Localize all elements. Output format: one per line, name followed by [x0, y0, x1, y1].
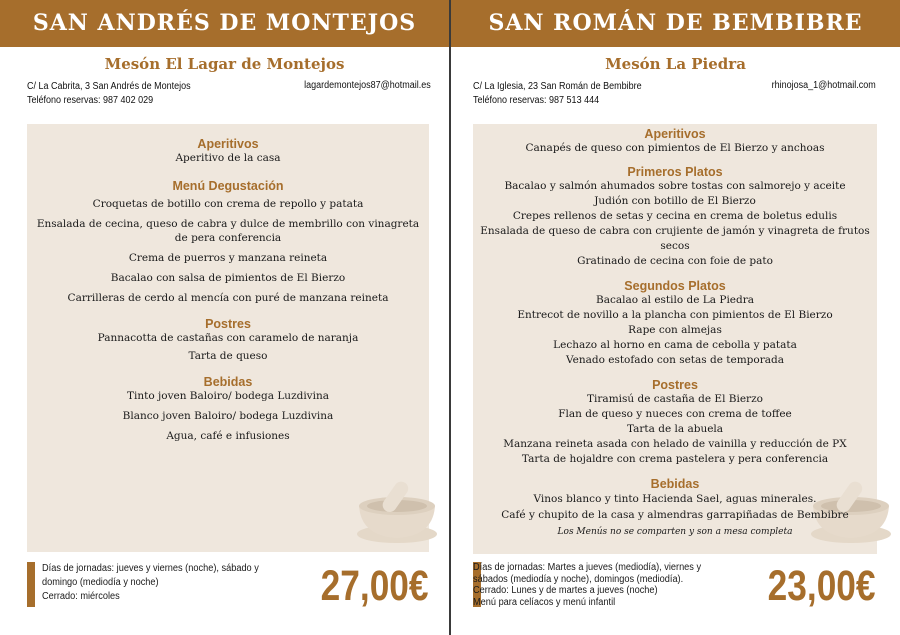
- right-menu-content: [473, 124, 877, 537]
- right-banner-title: SAN ROMÁN DE BEMBIBRE: [451, 0, 900, 47]
- right-schedule-line: Menú para celíacos y menú infantil: [473, 596, 616, 608]
- right-email: rhinojosa_1@hotmail.com: [771, 80, 876, 91]
- left-menu-item: Blanco joven Baloiro/ bodega Luzdivina: [122, 410, 334, 422]
- left-contact-block: [27, 80, 191, 108]
- left-footer-bar: [27, 562, 35, 607]
- right-menu-item: Café y chupito de la casa y almendras garrapiñadas de Bembibre: [501, 509, 849, 521]
- left-email: lagardemontejos87@hotmail.es: [304, 80, 431, 91]
- right-menu-item: Tiramisú de castaña de El Bierzo: [587, 393, 763, 405]
- left-restaurant-name: Mesón El Lagar de Montejos: [104, 55, 345, 73]
- right-schedule-line: Cerrado: Lunes y de martes a jueves (noche): [473, 585, 658, 596]
- mortar-and-pestle-icon: [349, 476, 444, 546]
- right-address: C/ La Iglesia, 23 San Román de Bembibre: [473, 81, 642, 92]
- left-section-title: Postres: [205, 317, 251, 331]
- left-menu-item: Aperitivo de la casa: [175, 152, 281, 164]
- left-menu-box: [27, 124, 429, 552]
- left-menu-item: Tarta de queso: [188, 350, 268, 362]
- right-section-title: Postres: [652, 378, 698, 392]
- right-menu-item: Bacalao y salmón ahumados sobre tostas con salmorejo y aceite: [504, 180, 846, 192]
- left-section-title: Menú Degustación: [172, 179, 284, 193]
- right-menu-item: Flan de queso y nueces con crema de toffee: [558, 408, 792, 420]
- right-menu-item: Tarta de hojaldre con crema pastelera y pera conferencia: [521, 453, 829, 465]
- right-section-title: Aperitivos: [644, 127, 706, 141]
- left-menu-panel: [0, 0, 449, 635]
- right-menu-item: Ensalada de queso de cabra con crujiente de jamón y vinagreta de frutos secos: [480, 225, 870, 252]
- left-menu-item: de pera conferencia: [174, 232, 282, 244]
- right-menu-item: Bacalao al estilo de La Piedra: [595, 294, 755, 306]
- right-price: 23,00€: [768, 562, 876, 610]
- right-menu-item: Lechazo al horno en cama de cebolla y patata: [553, 339, 797, 351]
- left-address: C/ La Cabrita, 3 San Andrés de Montejos: [27, 81, 191, 92]
- left-schedule-line: Cerrado: miércoles: [42, 591, 120, 602]
- right-menu-panel: [451, 0, 900, 635]
- right-section-title: Primeros Platos: [627, 165, 723, 179]
- right-schedule-line: sábados (mediodía y noche), domingos (mediodía).: [473, 573, 684, 585]
- left-schedule-line: Días de jornadas: jueves y viernes (noche), sábado y: [42, 563, 259, 574]
- left-menu-item: Ensalada de cecina, queso de cabra y dulce de membrillo con vinagreta: [36, 218, 420, 230]
- right-menu-item: Judión con botillo de El Bierzo: [594, 195, 756, 207]
- left-menu-item: Tinto joven Baloiro/ bodega Luzdivina: [126, 390, 329, 402]
- left-section-title: Aperitivos: [197, 137, 259, 151]
- left-price: 27,00€: [321, 562, 429, 610]
- right-menu-item: Entrecot de novillo a la plancha con pimientos de El Bierzo: [517, 309, 833, 321]
- right-contact-block: [473, 80, 642, 108]
- right-section-title: Segundos Platos: [624, 279, 726, 293]
- right-menu-item: Crepes rellenos de setas y cecina en crema de boletus edulis: [512, 210, 838, 222]
- right-menu-item: Manzana reineta asada con helado de vainilla y reducción de PX: [503, 438, 847, 450]
- right-menu-item: Venado estofado con setas de temporada: [566, 354, 784, 366]
- right-menu-item: Gratinado de cecina con foie de pato: [577, 255, 773, 267]
- left-phone: Teléfono reservas: 987 402 029: [27, 95, 154, 106]
- right-menu-item: Rape con almejas: [628, 324, 722, 336]
- right-section-title: Bebidas: [650, 477, 700, 491]
- right-menu-item: Canapés de queso con pimientos de El Bierzo y anchoas: [525, 142, 825, 154]
- left-menu-item: Crema de puerros y manzana reineta: [128, 252, 328, 264]
- left-menu-content: [27, 124, 429, 443]
- right-restaurant-name: Mesón La Piedra: [605, 55, 746, 73]
- right-phone: Teléfono reservas: 987 513 444: [473, 95, 600, 106]
- left-menu-item: Pannacotta de castañas con caramelo de naranja: [97, 332, 359, 344]
- left-menu-item: Croquetas de botillo con crema de repollo y patata: [92, 198, 364, 210]
- right-menu-item: Tarta de la abuela: [626, 423, 724, 435]
- left-section-title: Bebidas: [203, 375, 253, 389]
- left-menu-item: Bacalao con salsa de pimientos de El Bierzo: [110, 272, 346, 284]
- right-schedule-line: Días de jornadas: Martes a jueves (mediodía), viernes y: [473, 562, 702, 573]
- left-schedule: [42, 562, 259, 604]
- left-banner-title: SAN ANDRÉS DE MONTEJOS: [0, 0, 449, 47]
- right-menu-note: Los Menús no se comparten y son a mesa completa: [557, 527, 793, 537]
- right-menu-box: [473, 124, 877, 554]
- right-schedule: [473, 562, 701, 608]
- left-menu-item: Agua, café e infusiones: [166, 430, 290, 442]
- left-menu-item: Carrilleras de cerdo al mencía con puré de manzana reineta: [67, 292, 389, 304]
- left-schedule-line: domingo (mediodía y noche): [42, 577, 159, 588]
- right-menu-item: Vinos blanco y tinto Hacienda Sael, aguas minerales.: [533, 493, 817, 505]
